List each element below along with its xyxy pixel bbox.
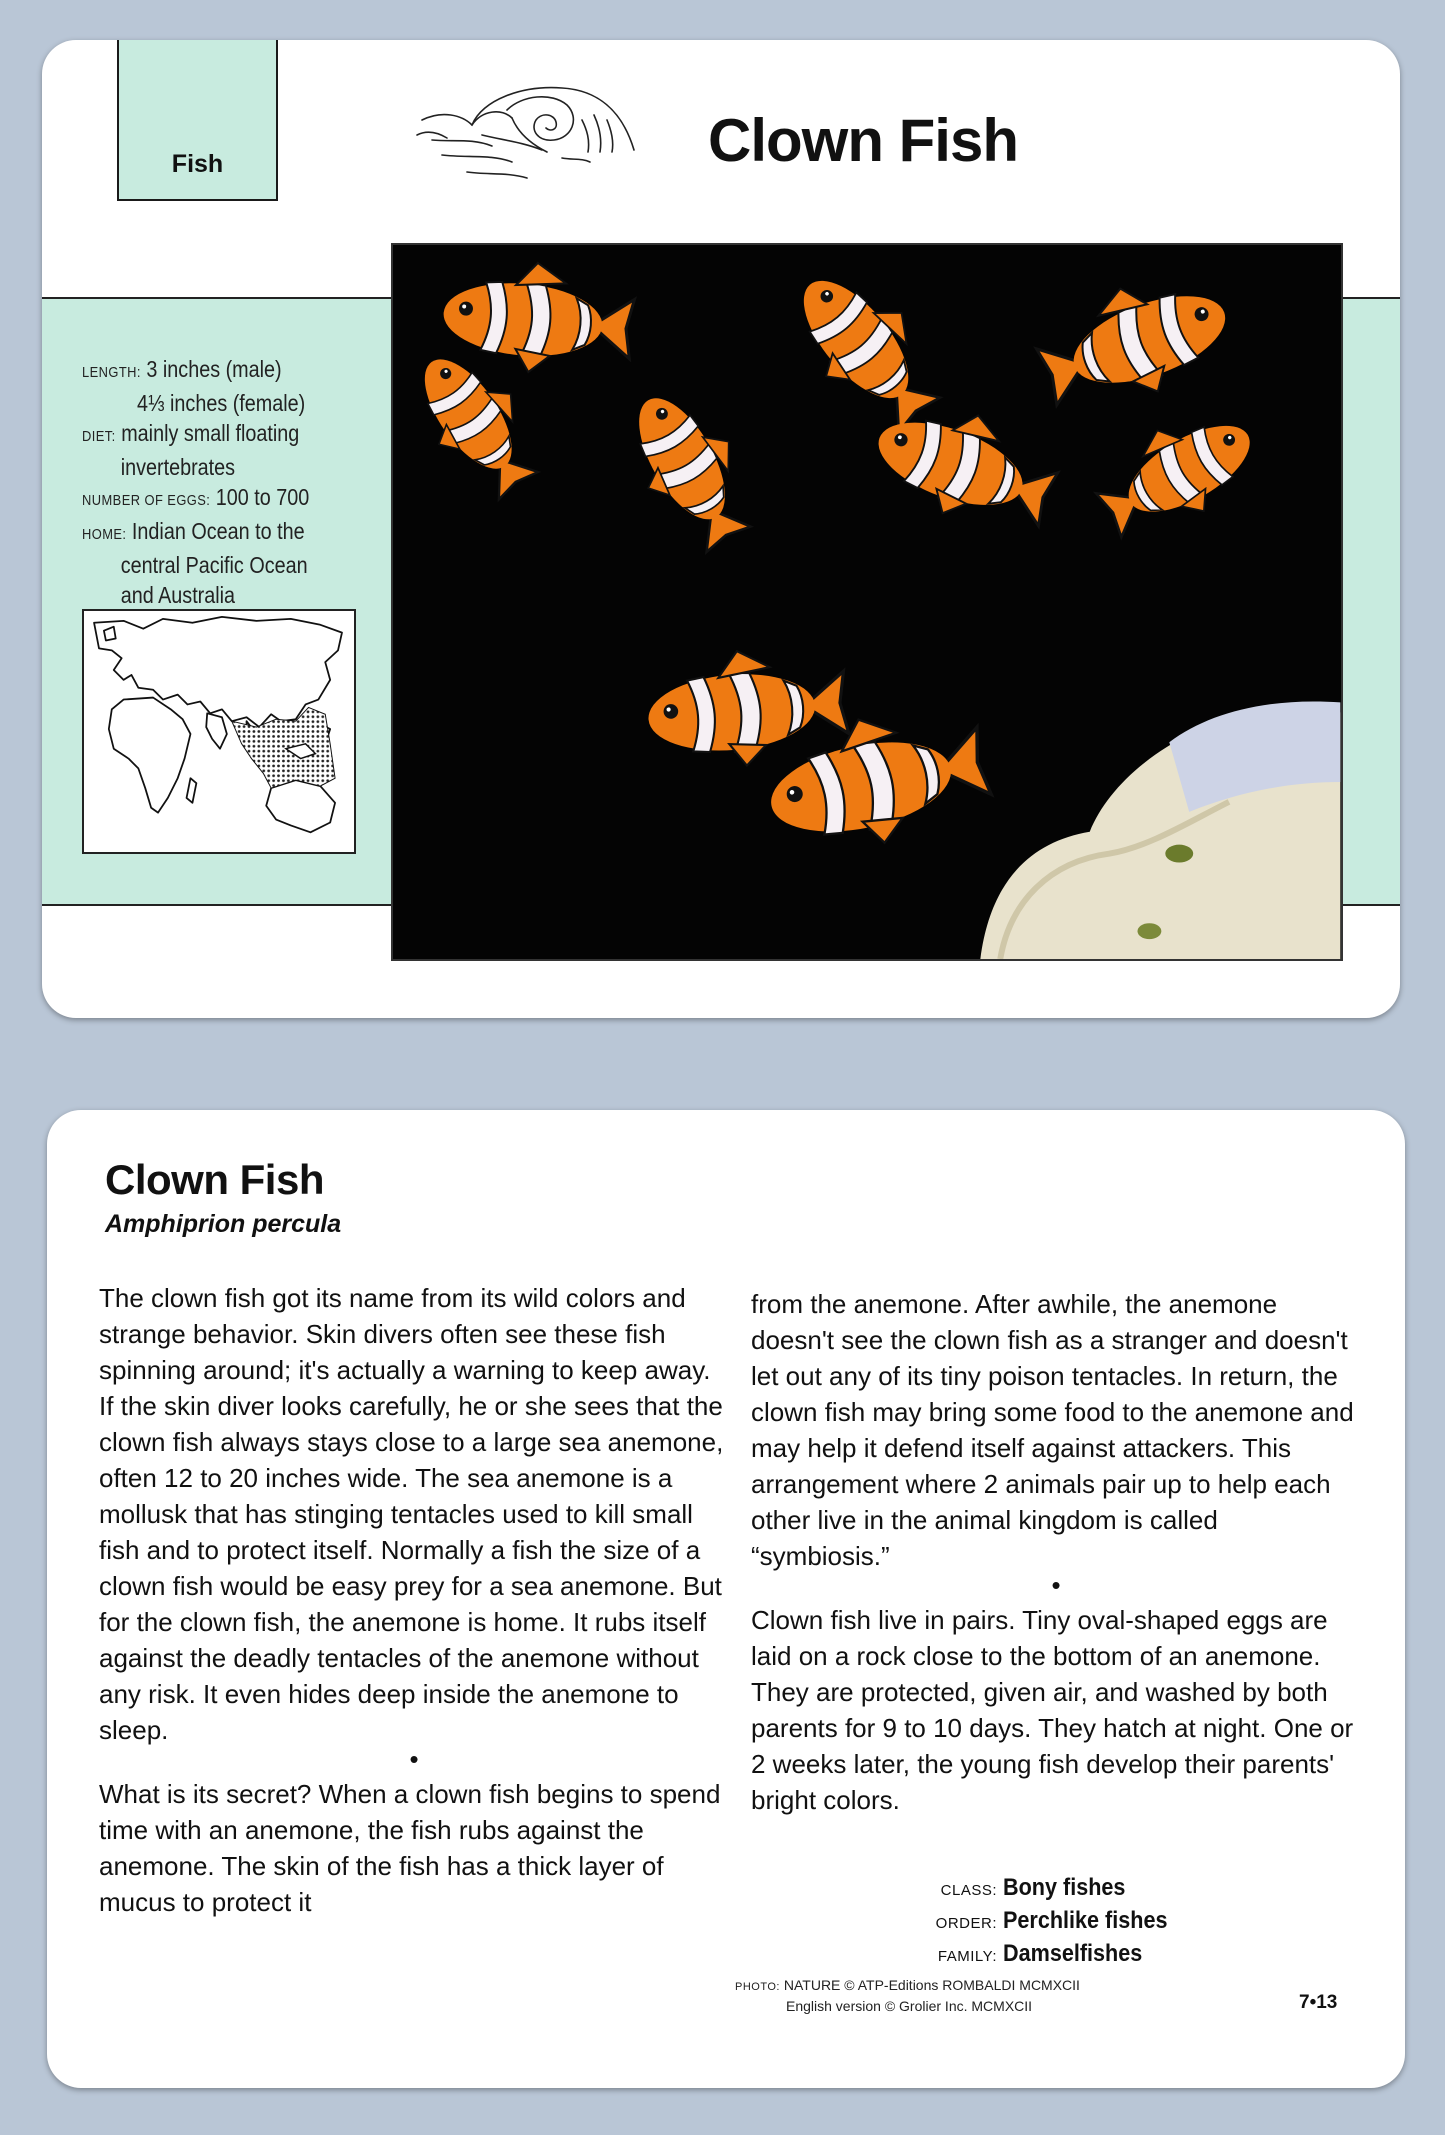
order-value: Perchlike fishes [1003, 1907, 1168, 1934]
class-value: Bony fishes [1003, 1874, 1126, 1901]
category-tab [117, 40, 278, 201]
paragraph-1: The clown fish got its name from its wild colors and strange behavior. Skin divers often see these fish spinning around; it's actually a warning to keep away. If the skin diver looks carefully, he or she sees that the clown fish always stays close to a large sea anemone, often 12 to 20 inches wide. The sea anemone is a mollusk that has stinging tentacles used to kill small fish and to protect itself. Normally a fish the size of a clown fish would be easy prey for a sea anemone. But for the clown fish, the anemone is home. It rubs itself against the deadly tentacles of the anemone without any risk. It even hides deep inside the anemone to sleep. [99, 1283, 724, 1745]
photo-label: PHOTO: [735, 1981, 780, 1993]
fact-list [82, 354, 357, 610]
diet-line1: mainly small floating [121, 420, 300, 446]
text-column-left [99, 1280, 729, 1920]
range-map [82, 609, 356, 854]
photo-credits [735, 1976, 1080, 2016]
text-column-right [751, 1286, 1361, 1818]
diet-label: DIET: [82, 428, 116, 445]
taxonomy-block [927, 1873, 1186, 1972]
card-number: 7•13 [1299, 1992, 1338, 2013]
home-line3: and Australia [120, 582, 236, 608]
back-card [47, 1110, 1405, 2088]
category-label: Fish [171, 150, 224, 178]
eggs-value: 100 to 700 [215, 484, 310, 510]
credits-line2: English version © Grolier Inc. MCMXCII [786, 1998, 1033, 2014]
fact-home [82, 516, 357, 550]
range-map-icon [84, 611, 354, 852]
fact-length [82, 354, 357, 388]
wave-icon [412, 80, 642, 190]
family-value: Damselfishes [1003, 1940, 1143, 1967]
family-label: FAMILY: [937, 1948, 997, 1965]
bullet-separator: • [1051, 1570, 1061, 1600]
eggs-label: NUMBER OF EGGS: [82, 492, 211, 509]
length-label: LENGTH: [82, 364, 141, 381]
back-title: Clown Fish [105, 1156, 324, 1203]
scientific-name: Amphiprion percula [105, 1210, 342, 1238]
length-male: 3 inches (male) [146, 356, 282, 382]
fact-diet [82, 418, 357, 452]
front-card [42, 40, 1400, 1018]
diet-line2: invertebrates [120, 454, 236, 480]
clownfish-photo [391, 243, 1343, 961]
credits-line1: NATURE © ATP-Editions ROMBALDI MCMXCII [783, 1977, 1080, 1993]
home-label: HOME: [82, 526, 127, 543]
home-line1: Indian Ocean to the [131, 518, 305, 544]
taxonomy-family [927, 1939, 1186, 1972]
taxonomy-order [927, 1906, 1186, 1939]
paragraph-3: from the anemone. After awhile, the anemone doesn't see the clown fish as a stranger and doesn't let out any of its tiny poison tentacles. In return, the clown fish may bring some food to the anemone and may help it defend itself against attackers. This arrangement where 2 animals pair up to help each other live in the animal kingdom is called “symbiosis.” [751, 1289, 1354, 1571]
paragraph-4: Clown fish live in pairs. Tiny oval-shaped eggs are laid on a rock close to the bottom of an anemone. They are protected, given air, and washed by both parents for 9 to 10 days. They hatch at night. One or 2 weeks later, the young fish develop their parents' bright colors. [751, 1605, 1354, 1815]
front-title: Clown Fish [708, 107, 1018, 174]
paragraph-2: What is its secret? When a clown fish begins to spend time with an anemone, the fish rubs against the anemone. The skin of the fish has a thick layer of mucus to protect it [99, 1779, 721, 1917]
fact-eggs [82, 482, 357, 516]
taxonomy-class [927, 1873, 1186, 1906]
home-line2: central Pacific Ocean [120, 552, 308, 578]
order-label: ORDER: [935, 1915, 997, 1932]
length-female: 4⅓ inches (female) [137, 390, 306, 416]
class-label: CLASS: [940, 1882, 997, 1899]
bullet-separator: • [409, 1744, 419, 1774]
clownfish-photo-icon [393, 245, 1341, 959]
